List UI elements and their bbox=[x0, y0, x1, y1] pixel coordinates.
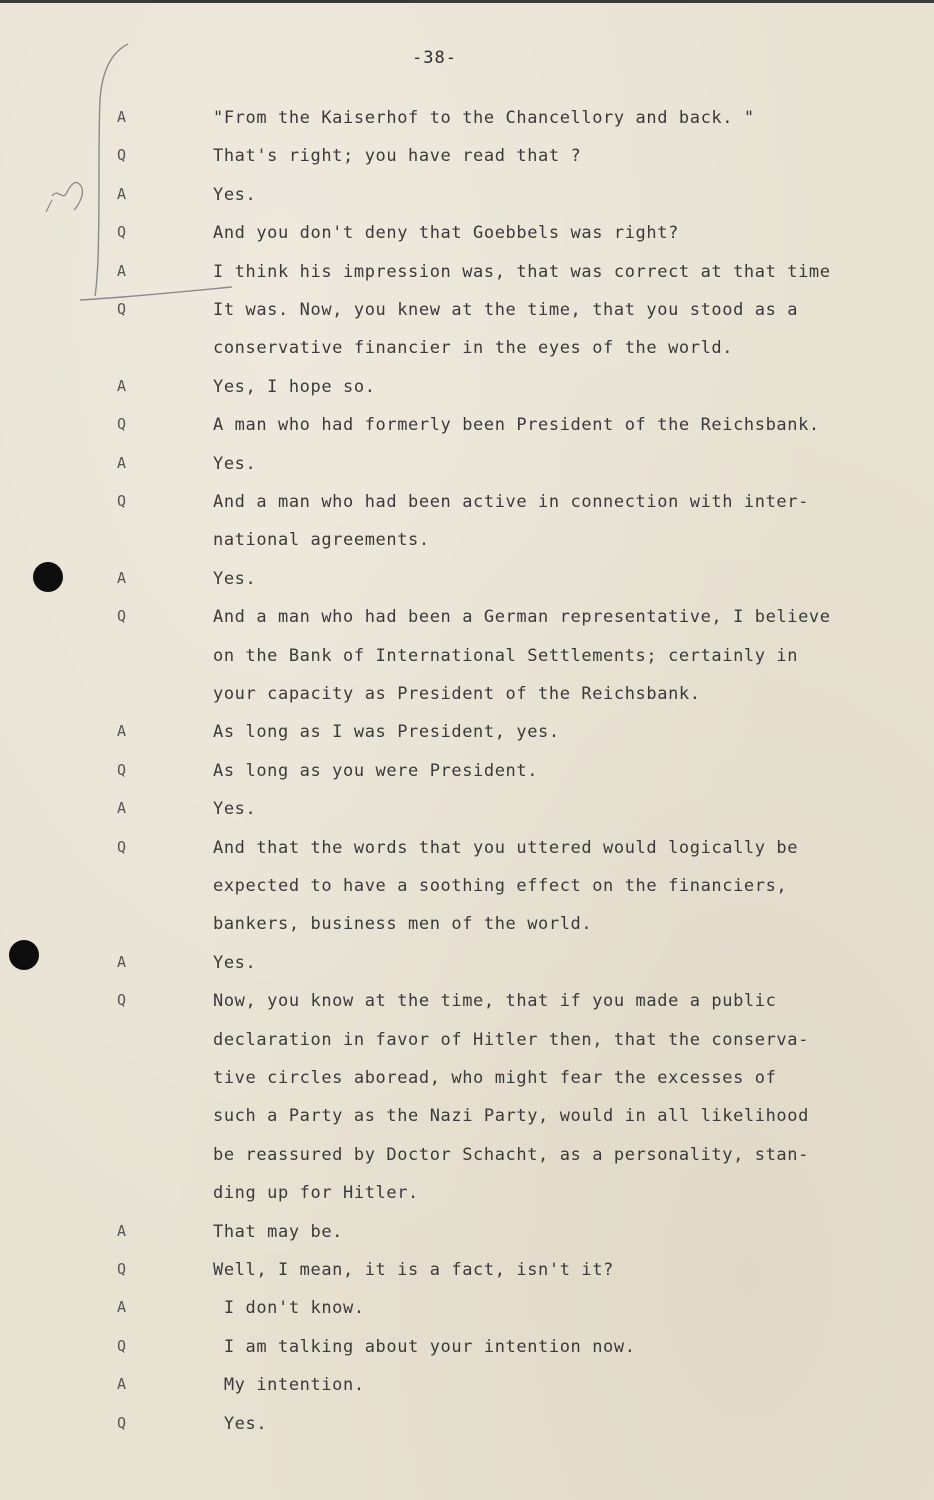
line-text: My intention. bbox=[213, 1375, 365, 1396]
transcript-line bbox=[0, 722, 934, 760]
speaker-label: A bbox=[117, 108, 127, 126]
line-text: declaration in favor of Hitler then, that the conserva- bbox=[213, 1029, 809, 1050]
transcript-line bbox=[0, 1145, 934, 1183]
line-text: "From the Kaiserhof to the Chancellory and back. " bbox=[213, 108, 755, 128]
transcript-line bbox=[0, 223, 934, 261]
transcript-line bbox=[0, 607, 934, 645]
line-text: I think his impression was, that was correct at that time bbox=[213, 261, 831, 282]
transcript-line bbox=[0, 761, 934, 799]
line-text: Yes. bbox=[213, 568, 257, 589]
transcript-line bbox=[0, 1106, 934, 1144]
line-text: tive circles aboread, who might fear the excesses of bbox=[213, 1068, 777, 1088]
line-text: That's right; you have read that ? bbox=[213, 146, 582, 167]
line-text: Yes. bbox=[213, 952, 257, 973]
transcript-line bbox=[0, 1298, 934, 1336]
speaker-label: A bbox=[117, 722, 127, 741]
line-text: And you don't deny that Goebbels was right? bbox=[213, 223, 679, 244]
transcript-line bbox=[0, 1375, 934, 1413]
transcript-line bbox=[0, 262, 934, 300]
line-text: such a Party as the Nazi Party, would in all likelihood bbox=[213, 1106, 809, 1127]
transcript-line bbox=[0, 338, 934, 376]
speaker-label: A bbox=[117, 568, 127, 587]
line-text: A man who had formerly been President of the Reichsbank. bbox=[213, 415, 820, 436]
transcript-line bbox=[0, 876, 934, 914]
transcript-line bbox=[0, 454, 934, 492]
speaker-label: A bbox=[117, 952, 127, 971]
transcript-line bbox=[0, 1414, 934, 1452]
transcript-line bbox=[0, 377, 934, 415]
transcript-line bbox=[0, 108, 934, 146]
transcript-line bbox=[0, 185, 934, 223]
transcript-line bbox=[0, 684, 934, 722]
line-text: And a man who had been a German representative, I believe bbox=[213, 607, 831, 628]
transcript-line bbox=[0, 1260, 934, 1298]
speaker-label: Q bbox=[117, 1260, 127, 1278]
line-text: Yes. bbox=[213, 184, 257, 205]
transcript-line bbox=[0, 300, 934, 338]
page-number: -38- bbox=[412, 48, 457, 68]
line-text: Now, you know at the time, that if you made a public bbox=[213, 991, 777, 1012]
line-text: As long as I was President, yes. bbox=[213, 722, 560, 743]
speaker-label: A bbox=[117, 184, 127, 203]
line-text: be reassured by Doctor Schacht, as a personality, stan- bbox=[213, 1144, 809, 1165]
transcript-line bbox=[0, 1337, 934, 1375]
line-text: And a man who had been active in connection with inter- bbox=[213, 492, 809, 512]
speaker-label: A bbox=[117, 1298, 127, 1317]
transcript-line bbox=[0, 838, 934, 876]
transcript-line bbox=[0, 799, 934, 837]
line-text: Yes. bbox=[213, 453, 257, 474]
line-text: Well, I mean, it is a fact, isn't it? bbox=[213, 1260, 614, 1280]
transcript-line bbox=[0, 991, 934, 1029]
speaker-label: Q bbox=[117, 607, 127, 626]
transcript-line bbox=[0, 914, 934, 952]
speaker-label: Q bbox=[117, 146, 127, 165]
speaker-label: A bbox=[117, 453, 127, 472]
speaker-label: Q bbox=[117, 300, 127, 318]
line-text: national agreements. bbox=[213, 530, 430, 551]
speaker-label: A bbox=[117, 1221, 127, 1240]
transcript-line bbox=[0, 415, 934, 453]
speaker-label: A bbox=[117, 799, 127, 818]
transcript-line bbox=[0, 492, 934, 530]
speaker-label: Q bbox=[117, 991, 127, 1010]
transcript-line bbox=[0, 1222, 934, 1260]
line-text: on the Bank of International Settlements; certainly in bbox=[213, 645, 799, 666]
line-text: your capacity as President of the Reichsbank. bbox=[213, 684, 701, 704]
line-text: And that the words that you uttered would logically be bbox=[213, 837, 799, 858]
transcript-line bbox=[0, 953, 934, 991]
line-text: It was. Now, you knew at the time, that you stood as a bbox=[213, 300, 799, 320]
line-text: conservative financier in the eyes of the world. bbox=[213, 338, 734, 359]
transcript-line bbox=[0, 530, 934, 568]
speaker-label: Q bbox=[117, 415, 127, 434]
speaker-label: Q bbox=[117, 837, 127, 856]
transcript-line bbox=[0, 569, 934, 607]
line-text: Yes, I hope so. bbox=[213, 376, 376, 397]
speaker-label: Q bbox=[117, 223, 127, 242]
speaker-label: A bbox=[117, 376, 127, 395]
speaker-label: A bbox=[117, 261, 127, 280]
speaker-label: Q bbox=[117, 1413, 127, 1432]
line-text: Yes. bbox=[213, 799, 257, 820]
speaker-label: Q bbox=[117, 492, 127, 510]
line-text: I don't know. bbox=[213, 1298, 365, 1319]
speaker-label: Q bbox=[117, 1336, 127, 1355]
speaker-label: A bbox=[117, 1375, 127, 1394]
line-text: Yes. bbox=[213, 1413, 268, 1434]
transcript-line bbox=[0, 1068, 934, 1106]
transcript-line bbox=[0, 1183, 934, 1221]
line-text: expected to have a soothing effect on the financiers, bbox=[213, 876, 788, 896]
line-text: That may be. bbox=[213, 1221, 344, 1242]
transcript-line bbox=[0, 146, 934, 184]
line-text: I am talking about your intention now. bbox=[213, 1336, 636, 1357]
line-text: bankers, business men of the world. bbox=[213, 914, 593, 935]
speaker-label: Q bbox=[117, 760, 127, 779]
line-text: As long as you were President. bbox=[213, 760, 539, 781]
transcript-line bbox=[0, 1030, 934, 1068]
line-text: ding up for Hitler. bbox=[213, 1183, 419, 1204]
transcript-line bbox=[0, 646, 934, 684]
